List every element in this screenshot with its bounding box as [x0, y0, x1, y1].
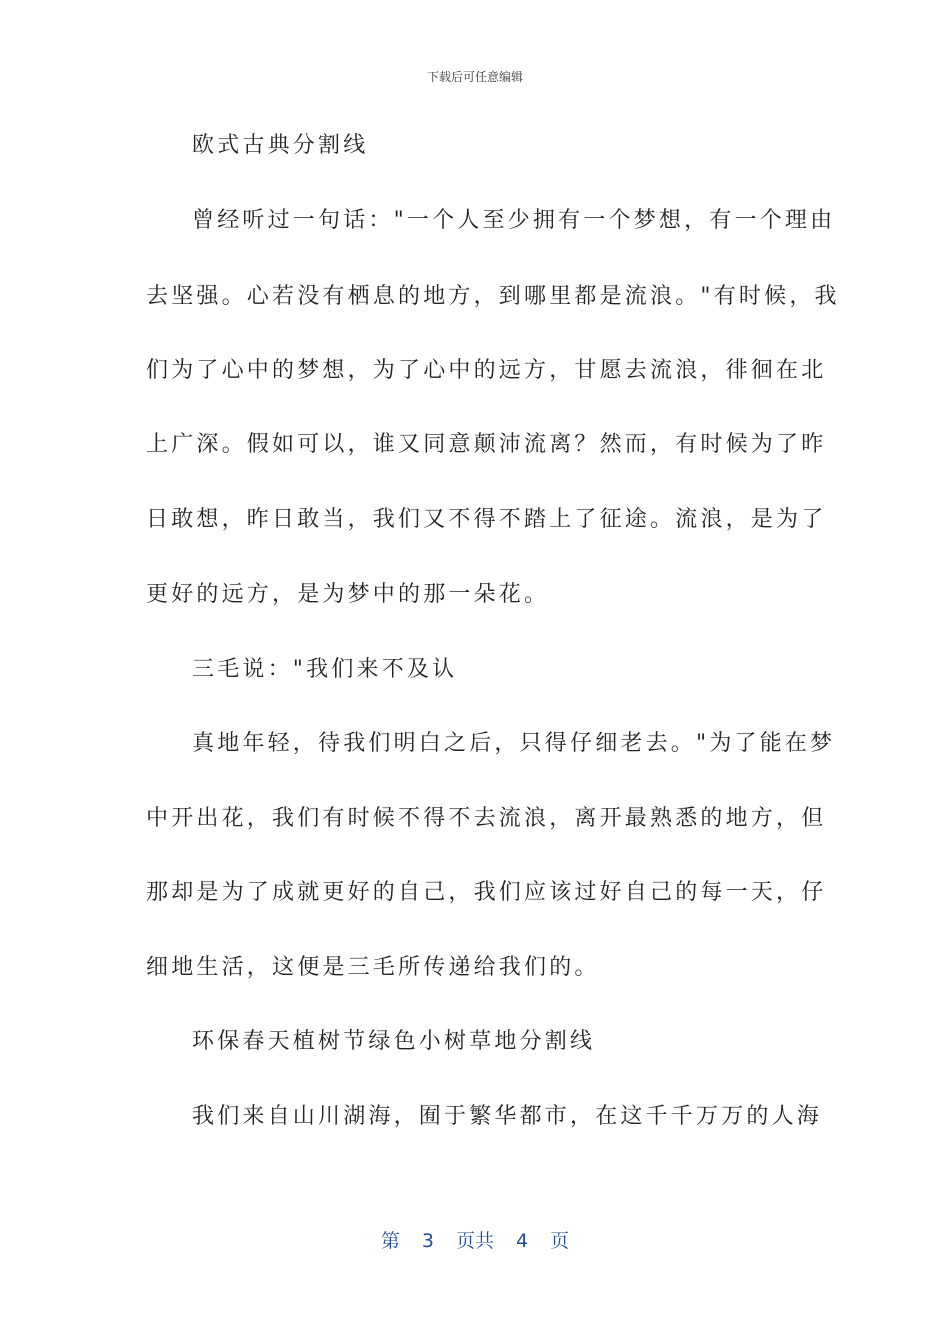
footer-prefix: 第	[380, 1230, 400, 1252]
paragraph-line: 曾经听过一句话："一个人至少拥有一个梦想，有一个理由	[192, 208, 836, 233]
footer-total-pages: 4	[516, 1230, 529, 1252]
footer-suffix: 页	[550, 1230, 570, 1252]
page-header: 下载后可任意编辑	[426, 70, 523, 84]
paragraph-line: 日敢想，昨日敢当，我们又不得不踏上了征途。流浪，是为了	[146, 507, 827, 532]
heading-european-divider: 欧式古典分割线	[192, 133, 369, 158]
paragraph-line: 三毛说："我们来不及认	[192, 657, 458, 682]
paragraph-line: 中开出花，我们有时候不得不去流浪，离开最熟悉的地方，但	[146, 806, 827, 831]
paragraph-line: 上广深。假如可以，谁又同意颠沛流离？然而，有时候为了昨	[146, 432, 827, 457]
paragraph-line: 真地年轻，待我们明白之后，只得仔细老去。"为了能在梦	[192, 731, 836, 756]
paragraph-line: 那却是为了成就更好的自己，我们应该过好自己的每一天，仔	[146, 880, 827, 905]
paragraph-line: 我们来自山川湖海，囿于繁华都市，在这千千万万的人海	[192, 1104, 823, 1129]
footer-middle: 页共	[455, 1230, 494, 1252]
heading-eco-divider: 环保春天植树节绿色小树草地分割线	[192, 1029, 596, 1054]
footer-page-number: 3	[421, 1230, 434, 1252]
paragraph-line: 去坚强。心若没有栖息的地方，到哪里都是流浪。"有时候，我	[146, 284, 840, 309]
page-footer	[0, 1226, 950, 1253]
paragraph-line: 细地生活，这便是三毛所传递给我们的。	[146, 955, 600, 980]
paragraph-line: 更好的远方，是为梦中的那一朵花。	[146, 582, 550, 607]
paragraph-line: 们为了心中的梦想，为了心中的远方，甘愿去流浪，徘徊在北	[146, 358, 827, 383]
